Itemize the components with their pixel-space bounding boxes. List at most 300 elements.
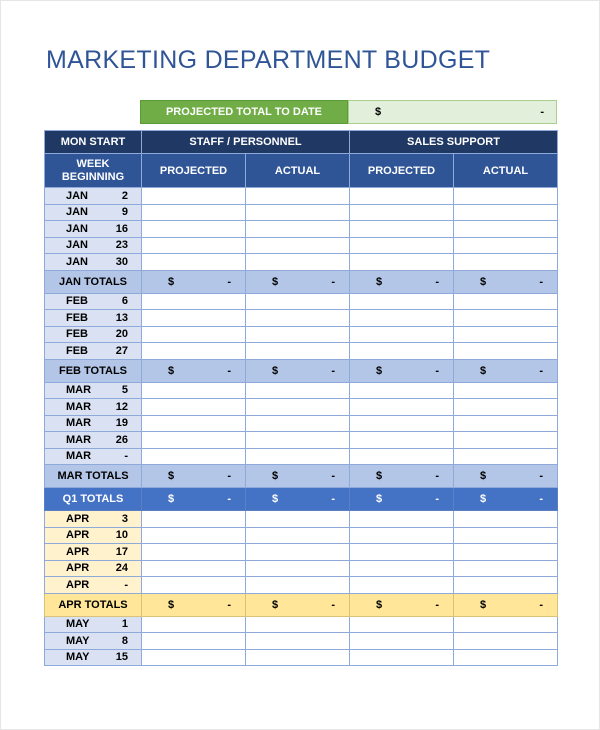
staff-projected-cell[interactable] bbox=[142, 399, 246, 416]
staff-projected-total-cell[interactable] bbox=[142, 593, 246, 616]
sales-projected-cell[interactable] bbox=[350, 577, 454, 594]
day-label: - bbox=[124, 450, 128, 463]
staff-projected-cell[interactable] bbox=[142, 188, 246, 205]
month-label: APR bbox=[66, 578, 90, 591]
currency-symbol: $ bbox=[376, 275, 383, 288]
staff-projected-cell[interactable] bbox=[142, 326, 246, 343]
table-row bbox=[45, 188, 558, 205]
amount-value: - bbox=[331, 470, 335, 482]
table-row bbox=[45, 560, 558, 577]
sales-actual-cell[interactable] bbox=[454, 237, 558, 254]
amount bbox=[142, 599, 245, 611]
staff-actual-cell[interactable] bbox=[246, 399, 350, 416]
projected-total-value[interactable] bbox=[348, 100, 557, 124]
month-label: MAR bbox=[66, 417, 92, 430]
amount-value: - bbox=[539, 275, 543, 288]
week-label bbox=[45, 513, 141, 525]
month-label: APR bbox=[66, 529, 90, 542]
currency-symbol: $ bbox=[272, 275, 279, 288]
sales-projected-cell[interactable] bbox=[350, 544, 454, 561]
month-label: MAY bbox=[66, 618, 90, 631]
sales-actual-cell[interactable] bbox=[454, 527, 558, 544]
month-label: JAN bbox=[66, 255, 89, 268]
sales-projected-cell[interactable] bbox=[350, 511, 454, 528]
amount-value: - bbox=[435, 275, 439, 288]
day-label: 10 bbox=[115, 529, 128, 542]
totals-label: FEB TOTALS bbox=[45, 359, 142, 382]
sales-actual-cell[interactable] bbox=[454, 415, 558, 432]
day-label: 3 bbox=[121, 512, 128, 525]
staff-actual-cell[interactable] bbox=[246, 577, 350, 594]
totals-label: APR TOTALS bbox=[45, 593, 142, 616]
budget-table bbox=[44, 130, 558, 666]
day-label: 26 bbox=[115, 433, 128, 446]
sales-projected-header: PROJECTED bbox=[350, 154, 454, 188]
staff-projected-cell[interactable] bbox=[142, 254, 246, 271]
table-row bbox=[45, 527, 558, 544]
sales-actual-cell[interactable] bbox=[454, 577, 558, 594]
month-label: FEB bbox=[66, 328, 88, 341]
month-label: APR bbox=[66, 512, 90, 525]
staff-actual-cell[interactable] bbox=[246, 237, 350, 254]
month-label: FEB bbox=[66, 344, 88, 357]
amount-value: - bbox=[227, 364, 231, 377]
amount-value: - bbox=[227, 470, 231, 482]
week-label-cell bbox=[45, 577, 142, 594]
day-label: 24 bbox=[115, 562, 128, 575]
day-label: 16 bbox=[115, 222, 128, 235]
month-label: MAY bbox=[66, 651, 90, 664]
currency-symbol: $ bbox=[272, 598, 279, 611]
amount bbox=[454, 276, 557, 288]
currency-symbol: $ bbox=[480, 493, 487, 505]
projected-amount: - bbox=[540, 106, 544, 118]
currency-symbol: $ bbox=[480, 470, 487, 482]
amount-value: - bbox=[435, 493, 439, 505]
totals-label: MAR TOTALS bbox=[45, 465, 142, 488]
sales-projected-cell[interactable] bbox=[350, 343, 454, 360]
day-label: 8 bbox=[121, 634, 128, 647]
sales-projected-cell[interactable] bbox=[350, 399, 454, 416]
amount bbox=[142, 276, 245, 288]
amount bbox=[246, 276, 349, 288]
amount-value: - bbox=[227, 493, 231, 505]
sales-projected-cell[interactable] bbox=[350, 649, 454, 666]
staff-projected-cell[interactable] bbox=[142, 544, 246, 561]
week-header-line1: WEEK bbox=[76, 157, 110, 170]
sales-projected-cell[interactable] bbox=[350, 221, 454, 238]
week-label bbox=[45, 618, 141, 630]
apr-total-row bbox=[45, 593, 558, 616]
table-row bbox=[45, 382, 558, 399]
amount bbox=[454, 365, 557, 377]
currency-symbol: $ bbox=[376, 493, 383, 505]
sales-projected-cell[interactable] bbox=[350, 616, 454, 633]
amount-value: - bbox=[331, 493, 335, 505]
week-label bbox=[45, 239, 141, 251]
amount bbox=[246, 599, 349, 611]
month-label: JAN bbox=[66, 189, 89, 202]
week-label-cell bbox=[45, 221, 142, 238]
sales-projected-cell[interactable] bbox=[350, 293, 454, 310]
amount-value: - bbox=[331, 275, 335, 288]
page-title: MARKETING DEPARTMENT BUDGET bbox=[46, 46, 491, 74]
sales-actual-cell[interactable] bbox=[454, 310, 558, 327]
sales-actual-cell[interactable] bbox=[454, 511, 558, 528]
sales-projected-cell[interactable] bbox=[350, 382, 454, 399]
sales-projected-cell[interactable] bbox=[350, 527, 454, 544]
amount bbox=[350, 493, 453, 505]
sales-projected-cell[interactable] bbox=[350, 326, 454, 343]
sales-projected-total-cell[interactable] bbox=[350, 270, 454, 293]
table-row bbox=[45, 544, 558, 561]
currency-symbol: $ bbox=[376, 598, 383, 611]
currency-symbol: $ bbox=[272, 493, 279, 505]
week-label-cell bbox=[45, 254, 142, 271]
table-row bbox=[45, 343, 558, 360]
week-label bbox=[45, 312, 141, 324]
staff-projected-cell[interactable] bbox=[142, 382, 246, 399]
staff-projected-cell[interactable] bbox=[142, 511, 246, 528]
sales-actual-cell[interactable] bbox=[454, 221, 558, 238]
week-label-cell bbox=[45, 382, 142, 399]
staff-actual-cell[interactable] bbox=[246, 343, 350, 360]
total-row bbox=[45, 270, 558, 293]
week-label-cell bbox=[45, 326, 142, 343]
day-label: 6 bbox=[121, 295, 128, 308]
amount-value: - bbox=[227, 598, 231, 611]
day-label: 2 bbox=[121, 189, 128, 202]
table-row bbox=[45, 254, 558, 271]
sales-projected-cell[interactable] bbox=[350, 237, 454, 254]
table-row bbox=[45, 221, 558, 238]
sales-projected-total-cell[interactable] bbox=[350, 593, 454, 616]
sales-actual-total-cell[interactable] bbox=[454, 593, 558, 616]
staff-actual-cell[interactable] bbox=[246, 293, 350, 310]
sales-projected-total-cell[interactable] bbox=[350, 488, 454, 511]
week-label-cell bbox=[45, 649, 142, 666]
sales-actual-total-cell[interactable] bbox=[454, 465, 558, 488]
table-row bbox=[45, 293, 558, 310]
sales-projected-total-cell[interactable] bbox=[350, 359, 454, 382]
month-label: FEB bbox=[66, 295, 88, 308]
staff-actual-cell[interactable] bbox=[246, 633, 350, 650]
week-label bbox=[45, 345, 141, 357]
sales-actual-cell[interactable] bbox=[454, 326, 558, 343]
week-label bbox=[45, 401, 141, 413]
projected-total-label: PROJECTED TOTAL TO DATE bbox=[140, 100, 348, 124]
sales-actual-cell[interactable] bbox=[454, 382, 558, 399]
staff-projected-cell[interactable] bbox=[142, 343, 246, 360]
sales-actual-cell[interactable] bbox=[454, 633, 558, 650]
day-label: 15 bbox=[115, 651, 128, 664]
sales-projected-cell[interactable] bbox=[350, 188, 454, 205]
sales-actual-header: ACTUAL bbox=[454, 154, 558, 188]
sales-actual-cell[interactable] bbox=[454, 293, 558, 310]
month-label: JAN bbox=[66, 206, 89, 219]
staff-projected-total-cell[interactable] bbox=[142, 270, 246, 293]
staff-projected-cell[interactable] bbox=[142, 432, 246, 449]
table-row bbox=[45, 616, 558, 633]
staff-projected-cell[interactable] bbox=[142, 415, 246, 432]
week-label-cell bbox=[45, 432, 142, 449]
mon-start-header: MON START bbox=[45, 131, 142, 154]
day-label: 30 bbox=[115, 255, 128, 268]
currency-symbol: $ bbox=[168, 364, 175, 377]
amount bbox=[246, 470, 349, 482]
month-label: MAR bbox=[66, 433, 92, 446]
sales-actual-cell[interactable] bbox=[454, 649, 558, 666]
sales-actual-cell[interactable] bbox=[454, 432, 558, 449]
week-label-cell bbox=[45, 616, 142, 633]
projected-total-row bbox=[140, 100, 557, 124]
totals-label: Q1 TOTALS bbox=[45, 488, 142, 511]
month-label: MAR bbox=[66, 450, 92, 463]
staff-projected-cell[interactable] bbox=[142, 577, 246, 594]
staff-actual-cell[interactable] bbox=[246, 326, 350, 343]
week-label bbox=[45, 562, 141, 574]
amount-value: - bbox=[435, 470, 439, 482]
sales-projected-cell[interactable] bbox=[350, 432, 454, 449]
week-label bbox=[45, 450, 141, 462]
staff-projected-cell[interactable] bbox=[142, 293, 246, 310]
table-row bbox=[45, 399, 558, 416]
sales-actual-total-cell[interactable] bbox=[454, 488, 558, 511]
sales-projected-cell[interactable] bbox=[350, 204, 454, 221]
table-row bbox=[45, 237, 558, 254]
staff-actual-total-cell[interactable] bbox=[246, 270, 350, 293]
week-label bbox=[45, 417, 141, 429]
currency-symbol: $ bbox=[376, 470, 383, 482]
sales-projected-total-cell[interactable] bbox=[350, 465, 454, 488]
month-label: MAY bbox=[66, 634, 90, 647]
week-label bbox=[45, 635, 141, 647]
amount bbox=[350, 276, 453, 288]
week-label-cell bbox=[45, 544, 142, 561]
month-label: APR bbox=[66, 562, 90, 575]
total-row bbox=[45, 359, 558, 382]
staff-projected-total-cell[interactable] bbox=[142, 465, 246, 488]
staff-actual-total-cell[interactable] bbox=[246, 593, 350, 616]
table-row bbox=[45, 326, 558, 343]
staff-actual-cell[interactable] bbox=[246, 560, 350, 577]
week-label-cell bbox=[45, 204, 142, 221]
sales-support-header: SALES SUPPORT bbox=[350, 131, 558, 154]
table-row bbox=[45, 577, 558, 594]
week-label-cell bbox=[45, 188, 142, 205]
currency-symbol: $ bbox=[480, 598, 487, 611]
week-beginning-header bbox=[45, 154, 142, 188]
amount bbox=[350, 599, 453, 611]
amount bbox=[454, 493, 557, 505]
week-label bbox=[45, 434, 141, 446]
amount-value: - bbox=[539, 598, 543, 611]
staff-actual-cell[interactable] bbox=[246, 310, 350, 327]
amount-value: - bbox=[331, 364, 335, 377]
amount bbox=[142, 470, 245, 482]
staff-actual-header: ACTUAL bbox=[246, 154, 350, 188]
currency-symbol: $ bbox=[168, 470, 175, 482]
sales-actual-cell[interactable] bbox=[454, 188, 558, 205]
table-row bbox=[45, 649, 558, 666]
staff-projected-cell[interactable] bbox=[142, 527, 246, 544]
day-label: - bbox=[124, 578, 128, 591]
sales-projected-cell[interactable] bbox=[350, 310, 454, 327]
staff-actual-cell[interactable] bbox=[246, 204, 350, 221]
day-label: 13 bbox=[115, 311, 128, 324]
week-label-cell bbox=[45, 560, 142, 577]
currency-symbol: $ bbox=[376, 364, 383, 377]
week-label-cell bbox=[45, 343, 142, 360]
staff-projected-cell[interactable] bbox=[142, 204, 246, 221]
staff-actual-cell[interactable] bbox=[246, 415, 350, 432]
sales-actual-cell[interactable] bbox=[454, 399, 558, 416]
amount bbox=[246, 493, 349, 505]
day-label: 17 bbox=[115, 545, 128, 558]
staff-actual-cell[interactable] bbox=[246, 649, 350, 666]
totals-label: JAN TOTALS bbox=[45, 270, 142, 293]
week-label-cell bbox=[45, 237, 142, 254]
week-label bbox=[45, 579, 141, 591]
day-label: 20 bbox=[115, 328, 128, 341]
table-row bbox=[45, 310, 558, 327]
day-label: 5 bbox=[121, 384, 128, 397]
total-row bbox=[45, 465, 558, 488]
week-label-cell bbox=[45, 448, 142, 465]
month-label: JAN bbox=[66, 239, 89, 252]
amount bbox=[350, 365, 453, 377]
week-label-cell bbox=[45, 415, 142, 432]
currency-symbol: $ bbox=[272, 364, 279, 377]
staff-projected-cell[interactable] bbox=[142, 616, 246, 633]
sales-actual-total-cell[interactable] bbox=[454, 359, 558, 382]
sales-projected-cell[interactable] bbox=[350, 560, 454, 577]
staff-actual-total-cell[interactable] bbox=[246, 359, 350, 382]
currency-symbol: $ bbox=[480, 275, 487, 288]
sales-projected-cell[interactable] bbox=[350, 448, 454, 465]
sales-actual-cell[interactable] bbox=[454, 616, 558, 633]
staff-projected-header: PROJECTED bbox=[142, 154, 246, 188]
sales-actual-cell[interactable] bbox=[454, 204, 558, 221]
month-label: MAR bbox=[66, 384, 92, 397]
day-label: 19 bbox=[115, 417, 128, 430]
month-label: FEB bbox=[66, 311, 88, 324]
staff-projected-total-cell[interactable] bbox=[142, 488, 246, 511]
table-row bbox=[45, 633, 558, 650]
week-label-cell bbox=[45, 399, 142, 416]
amount-value: - bbox=[435, 598, 439, 611]
amount-value: - bbox=[227, 275, 231, 288]
staff-actual-total-cell[interactable] bbox=[246, 465, 350, 488]
week-label-cell bbox=[45, 511, 142, 528]
amount bbox=[350, 470, 453, 482]
staff-actual-cell[interactable] bbox=[246, 544, 350, 561]
week-label bbox=[45, 651, 141, 663]
staff-projected-cell[interactable] bbox=[142, 560, 246, 577]
week-label bbox=[45, 190, 141, 202]
sales-actual-cell[interactable] bbox=[454, 560, 558, 577]
month-label: APR bbox=[66, 545, 90, 558]
week-label bbox=[45, 546, 141, 558]
table-row bbox=[45, 432, 558, 449]
staff-actual-cell[interactable] bbox=[246, 616, 350, 633]
sales-projected-cell[interactable] bbox=[350, 633, 454, 650]
table-row bbox=[45, 511, 558, 528]
amount bbox=[454, 470, 557, 482]
day-label: 12 bbox=[115, 400, 128, 413]
staff-projected-cell[interactable] bbox=[142, 237, 246, 254]
amount-value: - bbox=[539, 493, 543, 505]
staff-projected-cell[interactable] bbox=[142, 633, 246, 650]
amount bbox=[454, 599, 557, 611]
amount-value: - bbox=[331, 598, 335, 611]
q1-row bbox=[45, 488, 558, 511]
staff-actual-cell[interactable] bbox=[246, 382, 350, 399]
staff-projected-cell[interactable] bbox=[142, 448, 246, 465]
table-row bbox=[45, 415, 558, 432]
amount bbox=[142, 493, 245, 505]
budget-body bbox=[45, 188, 558, 666]
amount-value: - bbox=[539, 364, 543, 377]
month-label: JAN bbox=[66, 222, 89, 235]
staff-actual-cell[interactable] bbox=[246, 432, 350, 449]
day-label: 1 bbox=[121, 618, 128, 631]
week-label bbox=[45, 529, 141, 541]
staff-projected-cell[interactable] bbox=[142, 310, 246, 327]
currency-symbol: $ bbox=[272, 470, 279, 482]
staff-actual-cell[interactable] bbox=[246, 448, 350, 465]
week-header-line2: BEGINNING bbox=[61, 170, 125, 183]
day-label: 27 bbox=[115, 344, 128, 357]
week-label bbox=[45, 384, 141, 396]
currency-symbol: $ bbox=[168, 493, 175, 505]
currency-symbol: $ bbox=[480, 364, 487, 377]
sales-actual-cell[interactable] bbox=[454, 448, 558, 465]
staff-actual-cell[interactable] bbox=[246, 511, 350, 528]
table-row bbox=[45, 448, 558, 465]
staff-actual-cell[interactable] bbox=[246, 188, 350, 205]
week-label-cell bbox=[45, 527, 142, 544]
week-label bbox=[45, 223, 141, 235]
day-label: 9 bbox=[121, 206, 128, 219]
staff-actual-cell[interactable] bbox=[246, 254, 350, 271]
sales-actual-cell[interactable] bbox=[454, 254, 558, 271]
month-label: MAR bbox=[66, 400, 92, 413]
table-row bbox=[45, 204, 558, 221]
week-label bbox=[45, 256, 141, 268]
staff-actual-total-cell[interactable] bbox=[246, 488, 350, 511]
staff-projected-cell[interactable] bbox=[142, 221, 246, 238]
projected-currency: $ bbox=[375, 106, 382, 118]
week-label bbox=[45, 328, 141, 340]
staff-projected-cell[interactable] bbox=[142, 649, 246, 666]
currency-symbol: $ bbox=[168, 598, 175, 611]
staff-actual-cell[interactable] bbox=[246, 221, 350, 238]
day-label: 23 bbox=[115, 239, 128, 252]
currency-symbol: $ bbox=[168, 275, 175, 288]
amount bbox=[142, 365, 245, 377]
week-label bbox=[45, 295, 141, 307]
sales-projected-cell[interactable] bbox=[350, 254, 454, 271]
sales-projected-cell[interactable] bbox=[350, 415, 454, 432]
sales-actual-cell[interactable] bbox=[454, 343, 558, 360]
staff-actual-cell[interactable] bbox=[246, 527, 350, 544]
week-label-cell bbox=[45, 293, 142, 310]
staff-projected-total-cell[interactable] bbox=[142, 359, 246, 382]
sales-actual-cell[interactable] bbox=[454, 544, 558, 561]
week-label-cell bbox=[45, 633, 142, 650]
sales-actual-total-cell[interactable] bbox=[454, 270, 558, 293]
